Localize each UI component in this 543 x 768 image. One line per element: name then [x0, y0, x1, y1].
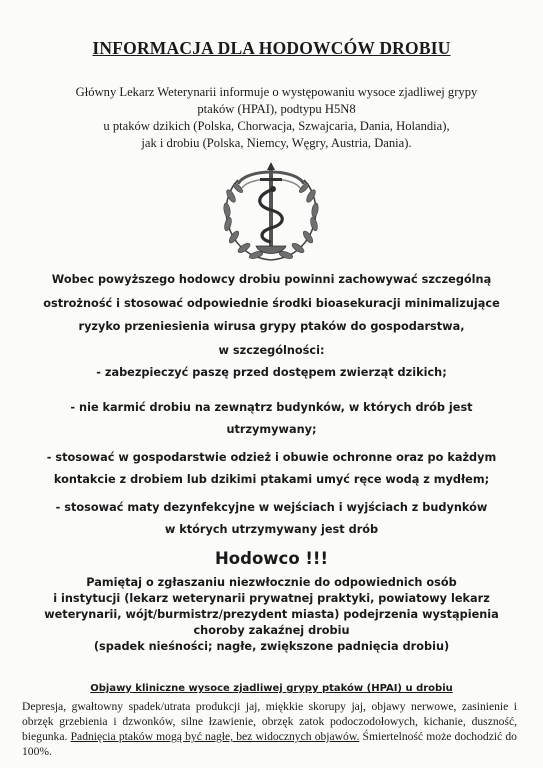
reporting-line: choroby zakaźnej drobiu: [193, 624, 350, 637]
clinical-signs-text: [22, 699, 517, 759]
clinical-signs-title: Objawy kliniczne wysoce zjadliwej grypy ptaków (HPAI) u drobiu: [90, 683, 453, 694]
bullet-line: w których utrzymywany jest drób: [164, 523, 379, 536]
bullet-line: - stosować maty dezynfekcyjne w wejściach i wyjściach z budynków: [55, 501, 488, 514]
reporting-line: i instytucji (lekarz weterynarii prywatnej praktyki, powiatowy lekarz: [53, 592, 490, 605]
bullet-item: [20, 497, 523, 541]
mortality-note: Śmiertelność może dochodzić do 100%.: [22, 730, 517, 758]
clinical-signs-list: Depresja, gwałtowny spadek/utrata produkcji jaj, miękkie skorupy jaj, objawy nerwowe, zasinienie i obrzęk grzebienia i dzwonków, silne łzawienie, obrzęk zatok podoczodołowych, kichanie, duszność, biegunka.: [22, 700, 517, 743]
intro-line: Główny Lekarz Weterynarii informuje o występowaniu wysoce zjadliwej grypy: [75, 85, 478, 99]
precautions-line: Wobec powyższego hodowcy drobiu powinni zachowywać szczególną: [51, 273, 492, 286]
reporting-paragraph: [20, 575, 523, 655]
intro-line: u ptaków dzikich (Polska, Chorwacja, Szwajcaria, Dania, Holandia),: [103, 119, 450, 133]
reporting-line: Pamiętaj o zgłaszaniu niezwłocznie do odpowiednich osób: [86, 576, 457, 589]
intro-line: jak i drobiu (Polska, Niemcy, Węgry, Austria, Dania).: [141, 136, 412, 150]
bullet-item: [20, 397, 523, 441]
precautions-line: ryzyko przeniesienia wirusa grypy ptaków do gospodarstwa,: [78, 320, 465, 333]
precautions-line: w szczególności:: [218, 343, 325, 357]
bullet-line: - zabezpieczyć paszę przed dostępem zwierząt dzikich;: [96, 366, 447, 379]
precautions-line: ostrożność i stosować odpowiednie środki bioasekuracji minimalizujące: [43, 296, 500, 310]
hodowco-heading: Hodowco !!!: [215, 549, 328, 568]
precautions-intro: [20, 268, 523, 362]
bullet-line: - nie karmić drobiu na zewnątrz budynków, w których drób jest: [70, 401, 473, 414]
reporting-line: (spadek nieśności; nagłe, zwiększone padnięcia drobiu): [93, 640, 450, 653]
bullet-line: utrzymywany;: [226, 423, 317, 436]
bullet-line: kontakcie z drobiem lub dzikimi ptakami umyć ręce wodą z mydłem;: [53, 473, 490, 486]
bullet-item: [20, 366, 523, 379]
veterinary-emblem-icon: [216, 160, 326, 266]
reporting-line: weterynarii, wójt/burmistrz/prezydent miasta) podejrzenia wystąpienia: [44, 608, 499, 621]
intro-paragraph: [30, 84, 523, 152]
intro-line: ptaków (HPAI), podtypu H5N8: [197, 102, 356, 116]
page-title: INFORMACJA DLA HODOWCÓW DROBIU: [92, 38, 451, 58]
bullet-item: [20, 447, 523, 491]
bullet-line: - stosować w gospodarstwie odzież i obuwie ochronne oraz po każdym: [46, 451, 497, 464]
sudden-deaths-note: Padnięcia ptaków mogą być nagłe, bez widocznych objawów.: [70, 730, 360, 743]
